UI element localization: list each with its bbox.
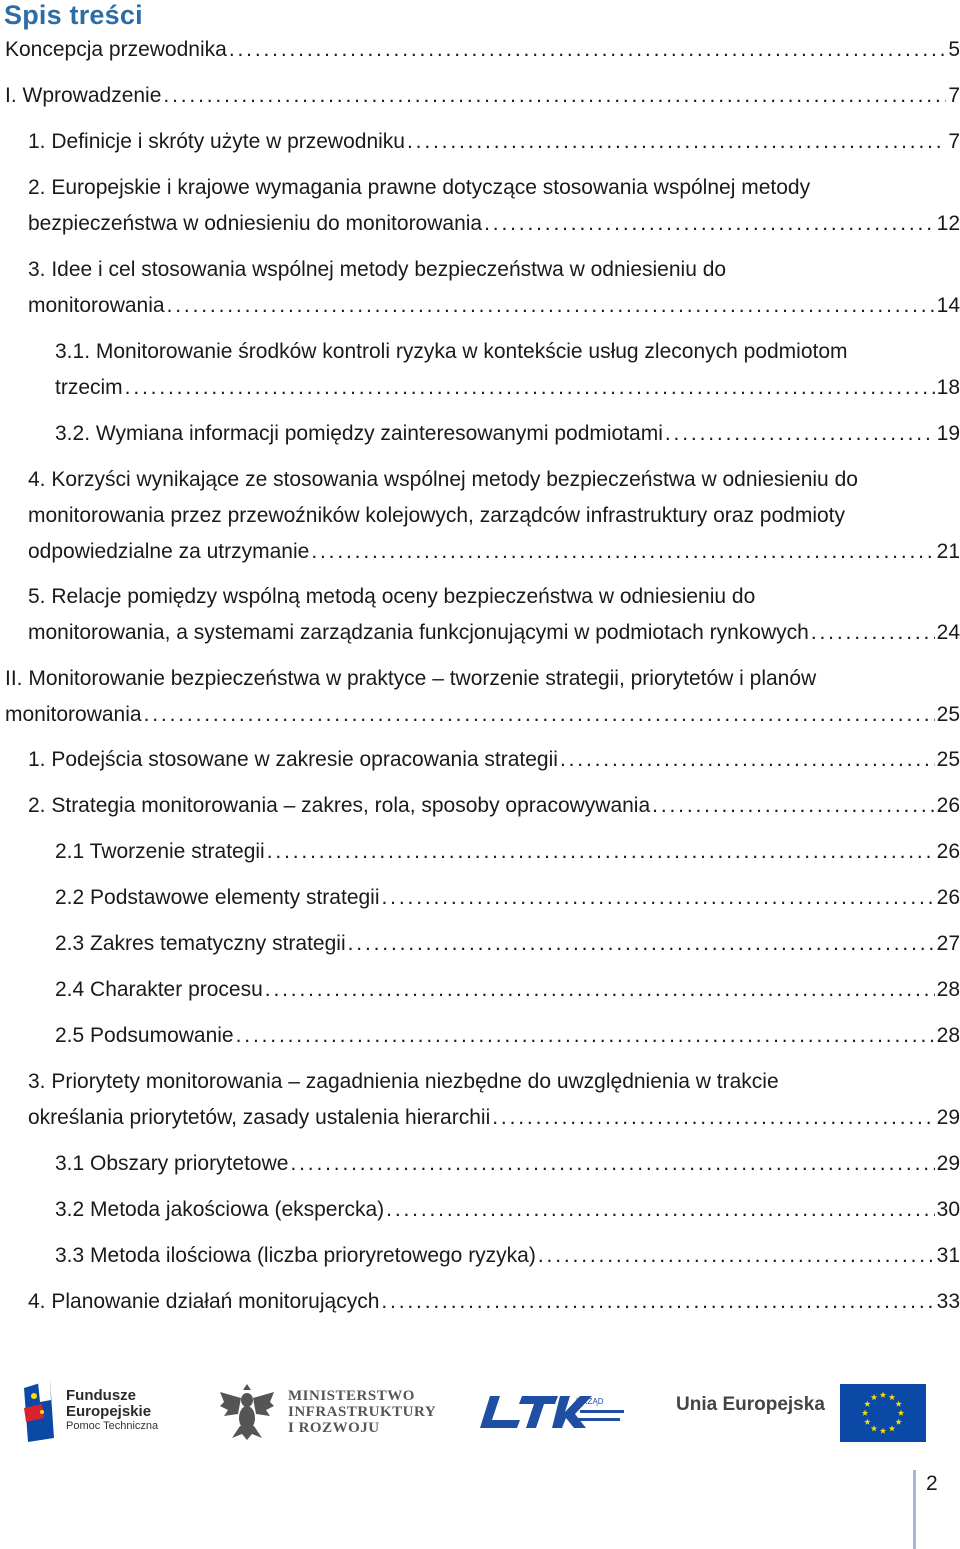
toc-page-number: 33 [936,1290,960,1313]
eagle-emblem-icon [218,1380,276,1442]
toc-entry[interactable] [55,334,960,406]
toc-page-number: 21 [936,540,960,563]
toc-page-number: 27 [936,932,960,955]
toc-dot-leader [348,926,935,962]
toc-entry-text: monitorowania, a systemami zarządzania funkcjonującymi w podmiotach rynkowych [28,621,809,644]
toc-dot-leader [381,1284,934,1320]
toc-page-number: 25 [936,748,960,771]
toc-entry-text: określania priorytetów, zasady ustalenia hierarchii [28,1106,491,1129]
toc-entry-text: 3.1 Obszary priorytetowe [55,1152,289,1175]
toc-entry[interactable] [28,742,960,778]
fe-line3: Pomoc Techniczna [66,1420,159,1432]
toc-page-number: 18 [936,376,960,399]
toc-entry-text: monitorowania [5,703,142,726]
toc-dot-leader [144,697,935,733]
eu-flag-icon [840,1384,926,1442]
utk-emblem-icon [480,1390,628,1434]
toc-entry-text: 3.2. Wymiana informacji pomiędzy zainteresowanymi podmiotami [55,422,663,445]
toc-entry[interactable] [55,1146,960,1182]
toc-dot-leader [382,880,935,916]
toc-dot-leader [407,124,946,160]
toc-entry[interactable] [5,78,960,114]
toc-page-number: 28 [936,1024,960,1047]
ue-label: Unia Europejska [676,1394,825,1415]
toc-entry-line: 2. Europejskie i krajowe wymagania prawne dotyczące stosowania wspólnej metody [28,176,811,199]
toc-page-number: 7 [948,130,960,153]
page-number-bar [913,1470,916,1549]
toc-entry-text: 2.4 Charakter procesu [55,978,263,1001]
utk-small-label: URZĄD [576,1397,604,1406]
page-number: 2 [926,1472,938,1495]
toc-entry[interactable] [28,170,960,242]
toc-dot-leader [167,288,935,324]
fe-line1: Fundusze [66,1387,136,1404]
toc-entry-text: 4. Planowanie działań monitorujących [28,1290,380,1313]
toc-dot-leader [652,788,934,824]
toc-entry-text: bezpieczeństwa w odniesieniu do monitorowania [28,212,483,235]
toc-entry-text: 2.2 Podstawowe elementy strategii [55,886,380,909]
toc-entry[interactable] [55,926,960,962]
toc-entry-text: 1. Podejścia stosowane w zakresie opracowania strategii [28,748,558,771]
toc-page-number: 30 [936,1198,960,1221]
toc-entry-text: 2.1 Tworzenie strategii [55,840,265,863]
mi-line3: I ROZWOJU [288,1420,380,1436]
toc-entry[interactable] [55,972,960,1008]
toc-page-number: 28 [936,978,960,1001]
toc-page-number: 29 [936,1106,960,1129]
toc-page-number: 31 [936,1244,960,1267]
utk-logo [480,1390,630,1434]
toc-entry-text: Koncepcja przewodnika [5,38,227,61]
toc-page-number: 19 [936,422,960,445]
toc-dot-leader [229,32,947,68]
toc-dot-leader [125,370,935,406]
toc-entry-text: 2. Strategia monitorowania – zakres, rola, sposoby opracowywania [28,794,651,817]
unia-europejska-text [676,1394,836,1424]
toc-entry-text: 1. Definicje i skróty użyte w przewodniku [28,130,405,153]
toc-entry-line: 4. Korzyści wynikające ze stosowania wspólnej metody bezpieczeństwa w odniesieniu do [28,468,858,491]
toc-dot-leader [538,1238,935,1274]
toc-dot-leader [267,834,935,870]
toc-dot-leader [492,1100,934,1136]
toc-entry[interactable] [55,1192,960,1228]
toc-entry[interactable] [55,1238,960,1274]
toc-entry[interactable] [28,788,960,824]
toc-entry[interactable] [28,252,960,324]
toc-dot-leader [560,742,935,778]
toc-page-number: 25 [936,703,960,726]
toc-page-number: 12 [936,212,960,235]
toc-entry-line: 5. Relacje pomiędzy wspólną metodą oceny bezpieczeństwa w odniesieniu do [28,585,756,608]
toc-entry[interactable] [55,880,960,916]
fundusze-europejskie-logo [20,1378,170,1448]
toc-entry[interactable] [55,416,960,452]
toc-dot-leader [265,972,935,1008]
toc-dot-leader [811,615,935,651]
toc-entry-line: 3. Idee i cel stosowania wspólnej metody bezpieczeństwa w odniesieniu do [28,258,727,281]
toc-page-number: 5 [948,38,960,61]
eu-flag-logo [840,1384,926,1442]
toc-dot-leader [484,206,935,242]
toc-entry[interactable] [28,124,960,160]
toc-entry[interactable] [5,661,960,733]
toc-entry-text: monitorowania [28,294,165,317]
toc-dot-leader [163,78,946,114]
ministerstwo-logo [218,1380,448,1448]
toc-entry-text: 2.3 Zakres tematyczny strategii [55,932,346,955]
toc-entry-text: 3.3 Metoda ilościowa (liczba prioryretowego ryzyka) [55,1244,536,1267]
toc-dot-leader [386,1192,934,1228]
toc-entry-text: 2.5 Podsumowanie [55,1024,234,1047]
toc-page-number: 24 [936,621,960,644]
toc-entry[interactable] [28,1284,960,1320]
mi-line1: MINISTERSTWO [288,1388,415,1404]
toc-entry-line: 3. Priorytety monitorowania – zagadnienia niezbędne do uwzględnienia w trakcie [28,1070,779,1093]
toc-dot-leader [311,534,934,570]
page-title: Spis treści [4,0,143,30]
fe-line2: Europejskie [66,1403,152,1420]
toc-page-number: 14 [936,294,960,317]
toc-page-number: 26 [936,886,960,909]
toc-entry-line: monitorowania przez przewoźników kolejowych, zarządców infrastruktury oraz podmioty [28,504,846,527]
toc-page-number: 26 [936,840,960,863]
toc-dot-leader [665,416,935,452]
toc-page-number: 7 [948,84,960,107]
toc-entry[interactable] [55,834,960,870]
toc-entry[interactable] [55,1018,960,1054]
toc-entry-text: odpowiedzialne za utrzymanie [28,540,310,563]
toc-entry-line: II. Monitorowanie bezpieczeństwa w praktyce – tworzenie strategii, priorytetów i planów [5,667,817,690]
fundusze-europejskie-flag-icon [20,1378,62,1444]
toc-entry-text: 3.2 Metoda jakościowa (ekspercka) [55,1198,385,1221]
toc-entry-text: I. Wprowadzenie [5,84,162,107]
toc-entry[interactable] [28,579,960,651]
toc-entry[interactable] [28,462,960,570]
toc-page-number: 26 [936,794,960,817]
mi-line2: INFRASTRUKTURY [288,1404,437,1420]
toc-dot-leader [290,1146,934,1182]
toc-entry[interactable] [5,32,960,68]
toc-entry[interactable] [28,1064,960,1136]
toc-dot-leader [236,1018,935,1054]
toc-page-number: 29 [936,1152,960,1175]
footer-logos [0,1372,960,1452]
toc-entry-line: 3.1. Monitorowanie środków kontroli ryzyka w kontekście usług zleconych podmiotom [55,340,848,363]
toc-entry-text: trzecim [55,376,123,399]
